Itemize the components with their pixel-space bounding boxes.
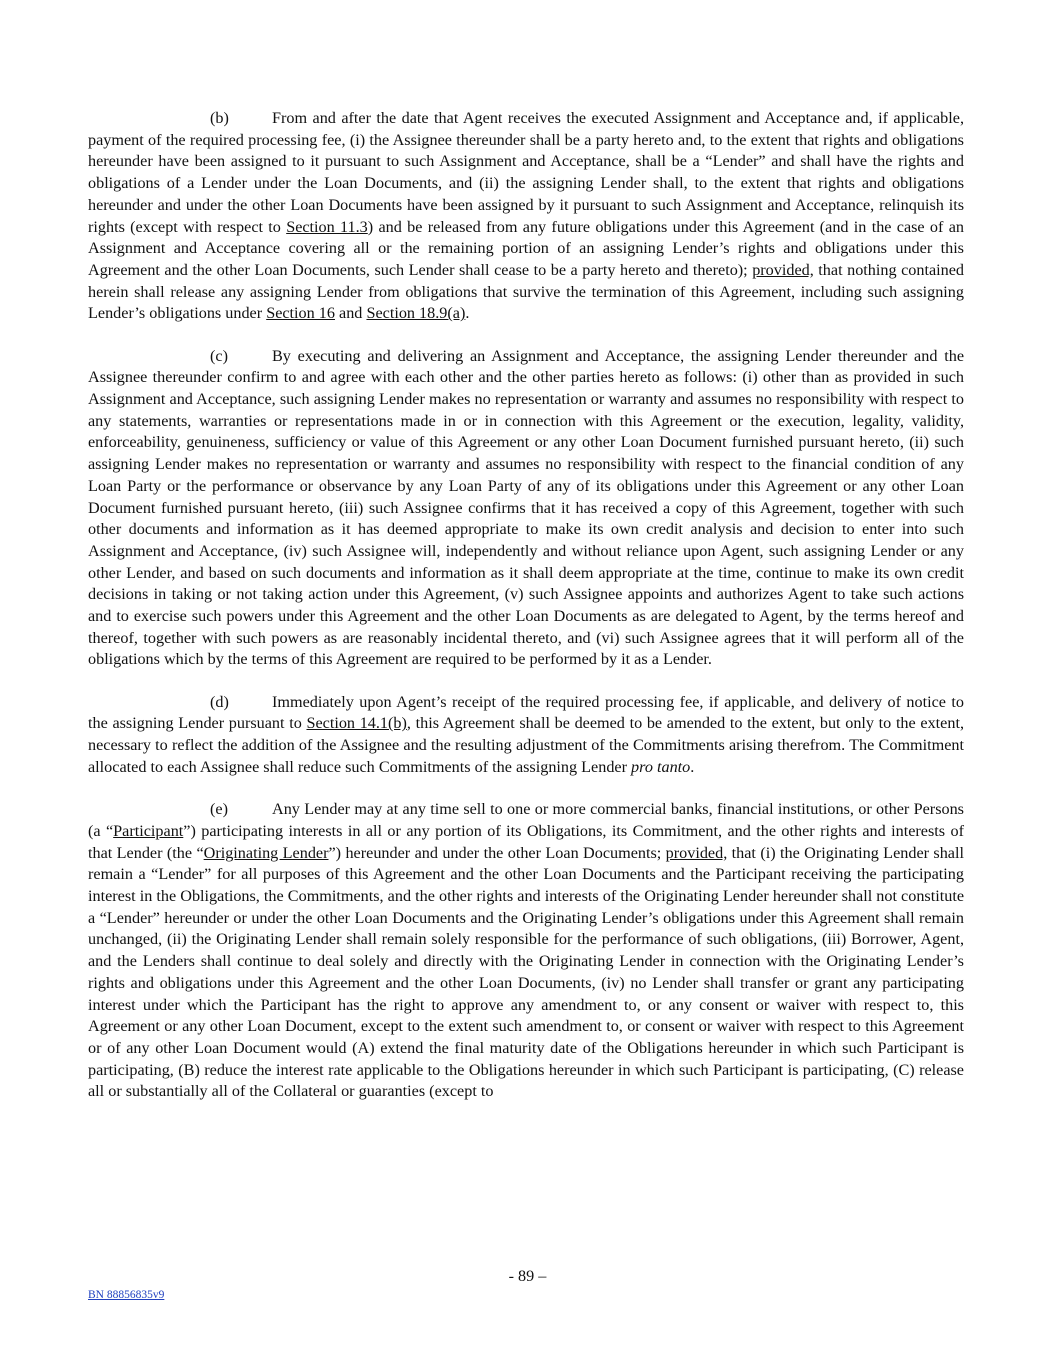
text-run: ”) hereunder and under the other Loan Documents; [328,843,666,862]
text-run: . [690,757,695,776]
text-run: By executing and delivering an Assignment and Acceptance, the assigning Lender thereunder and the Assignee thereunder confirm to and agree with each other and the other parties hereto as follows: (i) other than as provided in such Assignment and Acceptance, such assigning Lender makes no representation or warranty and assumes no responsibility with respect to any statements, warranties or representations made in or in connection with this Agreement or the execution, legality, validity, enforceability, genuineness, sufficiency or value of this Agreement or any other Loan Document furnished pursuant hereto, (ii) such assigning Lender makes no representation or warranty and assumes no responsibility with respect to the financial condition of any Loan Party or the performance or observance by any Loan Party of any of its obligations under this Agreement or any other Loan Document furnished pursuant hereto, (iii) such Assignee confirms that it has received a copy of this Agreement, together with such other documents and information as it has deemed appropriate to make its own credit analysis and decision to enter into such Assignment and Acceptance, (iv) such Assignee will, independently and without reliance upon Agent, such assigning Lender or any other Lender, and based on such documents and information as it shall deem appropriate at the time, continue to make its own credit decisions in taking or not taking action under this Agreement, (v) such Assignee appoints and authorizes Agent to take such actions and to exercise such powers under this Agreement and the other Loan Documents as are delegated to Agent, by the terms hereof and thereof, together with such powers as are reasonably incidental thereto, and (vi) such Assignee agrees that it will perform all of the obligations which by the terms of this Agreement are required to be performed by it as a Lender. [88,346,964,669]
text-run: , this Agreement shall be deemed to be amended to the extent, but only to the extent, necessary to reflect the addition of the Assignee and the resulting adjustment of the Commitments arising therefrom. The Commitment allocated to each Assignee shall reduce such Commitments of the assigning Lender [88,714,964,776]
text-run: Immediately upon Agent’s receipt of the required processing fee, if applicable, and delivery of notice to the assigning Lender pursuant to [88,692,964,733]
cross-reference: Participant [113,821,184,840]
paragraph-c [88,346,964,672]
text-run: . [465,304,470,323]
text-run: ”) participating interests in all or any portion of its Obligations, its Commitment, and the other rights and interests of that Lender (the “ [88,821,964,862]
text-run: Any Lender may at any time sell to one or more commercial banks, financial institutions, or other Persons (a “ [88,800,964,840]
paragraph-label: (c) [210,346,228,365]
document-body [88,108,964,1124]
paragraph-text [88,347,964,669]
text-run: From and after the date that Agent receives the executed Assignment and Acceptance and, if applicable, payment of the required processing fee, (i) the Assignee thereunder shall be a party hereto and, to the extent that rights and obligations hereunder have been assigned to it pursuant to such Assignment and Acceptance, shall be a “Lender” and shall have the rights and obligations of a Lender under the Loan Documents, and (ii) the assigning Lender shall, to the extent that rights and obligations hereunder and under the other Loan Documents have been assigned by it pursuant to such Assignment and Acceptance, relinquish its rights (except with respect to [88,109,964,236]
cross-reference: Section 18.9(a) [366,304,466,323]
paragraph-label: (b) [210,109,229,127]
cross-reference: Section 11.3 [286,217,368,236]
paragraph-b [88,108,964,325]
cross-reference: provided, [752,260,814,279]
paragraph-label: (d) [210,692,229,711]
paragraph-text [88,109,964,322]
text-run: that nothing contained herein shall release any assigning Lender from obligations that survive the termination of this Agreement, including such assigning Lender’s obligations under [88,260,965,323]
text-run: and [334,304,367,323]
paragraph-text [88,800,964,1100]
cross-reference: Section 14.1(b) [306,714,407,733]
text-run: ) and be released from any future obligations under this Agreement (and in the case of an Assignment and Acceptance covering all or the remaining portion of an assigning Lender’s rights and obligations under this Agreement and the other Loan Documents, such Lender shall cease to be a party hereto and thereto); [88,217,964,279]
text-run: that (i) the Originating Lender shall remain a “Lender” for all purposes of this Agreement and the other Loan Documents and the Participant receiving the participating interest in the Obligations, the Commitments, and the other rights and interests of the Originating Lender hereunder shall not constitute a “Lender” hereunder or under the other Loan Documents and the Originating Lender’s obligations under this Agreement shall remain unchanged, (ii) the Originating Lender shall remain solely responsible for the performance of such obligations, (iii) Borrower, Agent, and the Lenders shall continue to deal solely and directly with the Originating Lender in connection with the Originating Lender’s rights and obligations under this Agreement and the other Loan Documents, (iv) no Lender shall transfer or grant any participating interest under which the Participant has the right to approve any amendment to, or any consent or waiver with respect to, this Agreement or any other Loan Document, except to the extent such amendment to, or consent or waiver with respect to this Agreement or of any other Loan Document would (A) extend the final maturity date of the Obligations hereunder in which such Participant is participating, (B) reduce the interest rate applicable to the Obligations hereunder in which such Participant is participating, (C) release all or substantially all of the Collateral or guaranties (except to [88,843,964,1101]
paragraph-label: (e) [210,800,228,819]
cross-reference: provided, [665,843,728,862]
cross-reference: Originating Lender [203,843,329,862]
emphasis-text: pro tanto [631,757,691,776]
cross-reference: Section 16 [266,304,335,323]
paragraph-d [88,692,964,779]
document-id-link[interactable]: BN 88856835v9 [88,1289,165,1301]
paragraph-e [88,799,964,1103]
page-number: - 89 – [508,1267,547,1285]
